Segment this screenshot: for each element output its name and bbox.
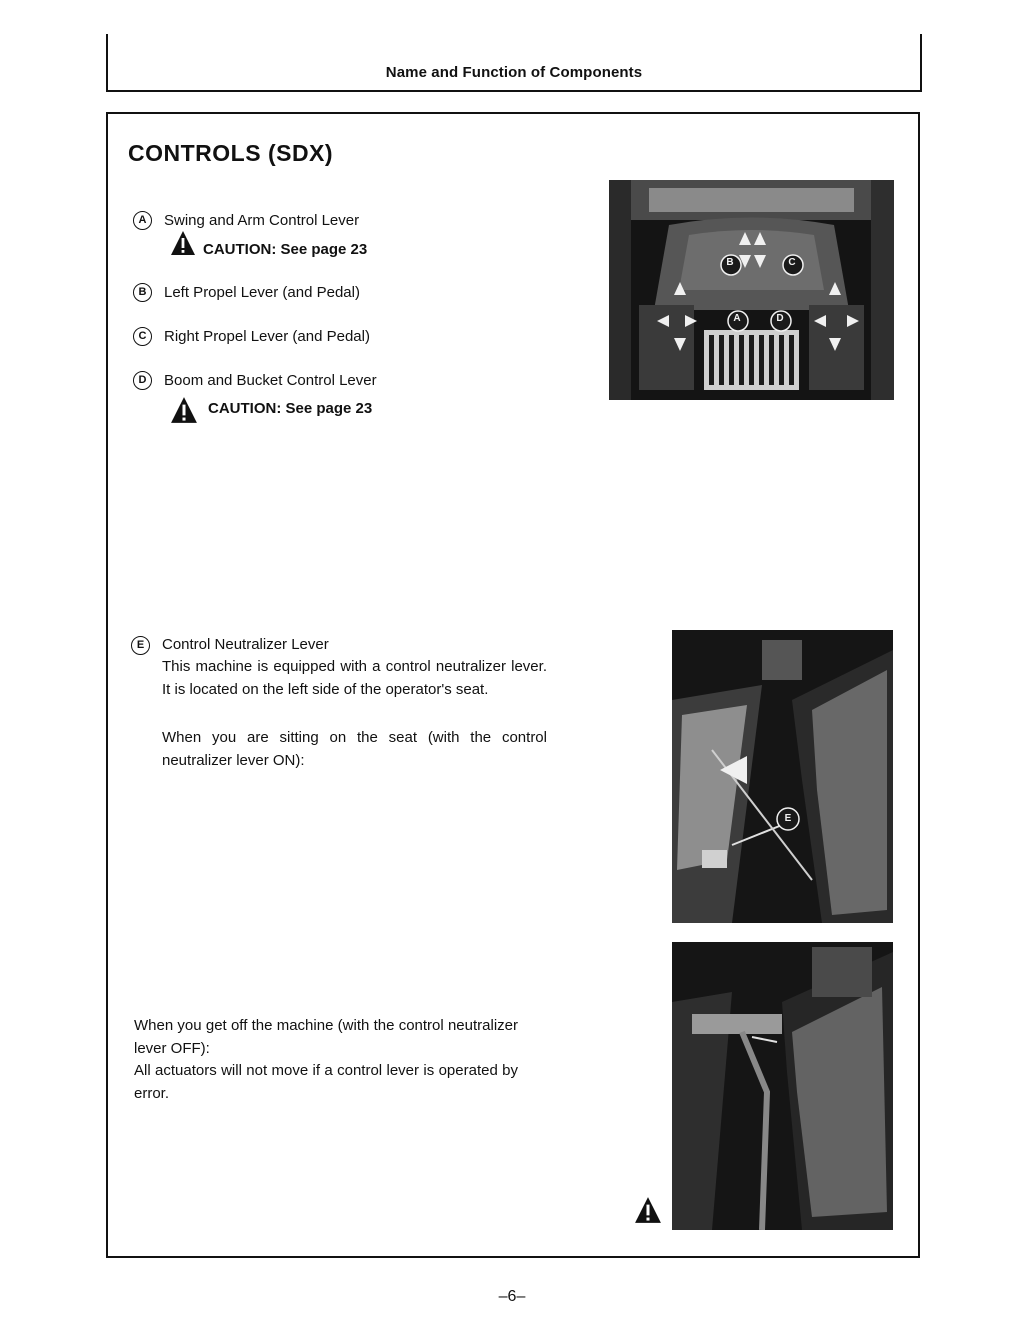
- controls-photo: [609, 180, 894, 400]
- item-e-paragraph-2: When you are sitting on the seat (with the control neutralizer lever ON):: [162, 729, 547, 769]
- badge-e: E: [131, 636, 150, 655]
- neutralizer-off-photo: [672, 942, 893, 1230]
- item-e-paragraph-1: This machine is equipped with a control neutralizer lever. It is located on the left side of the operator's seat.: [162, 658, 547, 698]
- warning-triangle-icon: [170, 230, 196, 256]
- badge-b: B: [133, 283, 152, 302]
- section-title: CONTROLS (SDX): [128, 140, 334, 166]
- item-b-label: Left Propel Lever (and Pedal): [164, 284, 360, 301]
- photo1-label-c: C: [788, 257, 796, 268]
- header-title: Name and Function of Components: [385, 64, 643, 81]
- item-a-label: Swing and Arm Control Lever: [164, 212, 360, 229]
- item-c-label: Right Propel Lever (and Pedal): [164, 328, 370, 345]
- item-d-caution: CAUTION: See page 23: [208, 400, 373, 417]
- off-paragraph-1: When you get off the machine (with the control neutralizer lever OFF):: [134, 1017, 518, 1057]
- neutralizer-on-photo: [672, 630, 893, 923]
- photo1-label-a: A: [733, 313, 741, 324]
- warning-triangle-icon: [634, 1196, 662, 1224]
- page-number: –6–: [498, 1288, 526, 1305]
- item-a-caution: CAUTION: See page 23: [203, 241, 368, 258]
- badge-d: D: [133, 371, 152, 390]
- item-d-label: Boom and Bucket Control Lever: [164, 372, 377, 389]
- photo2-label-e: E: [784, 813, 792, 824]
- badge-c: C: [133, 327, 152, 346]
- off-paragraph-2: All actuators will not move if a control lever is operated by error.: [134, 1062, 518, 1102]
- photo1-label-d: D: [776, 313, 784, 324]
- photo1-label-b: B: [726, 257, 734, 268]
- item-e-label: Control Neutralizer Lever: [162, 636, 329, 653]
- badge-a: A: [133, 211, 152, 230]
- warning-triangle-icon: [170, 396, 198, 424]
- page-header: [106, 34, 922, 92]
